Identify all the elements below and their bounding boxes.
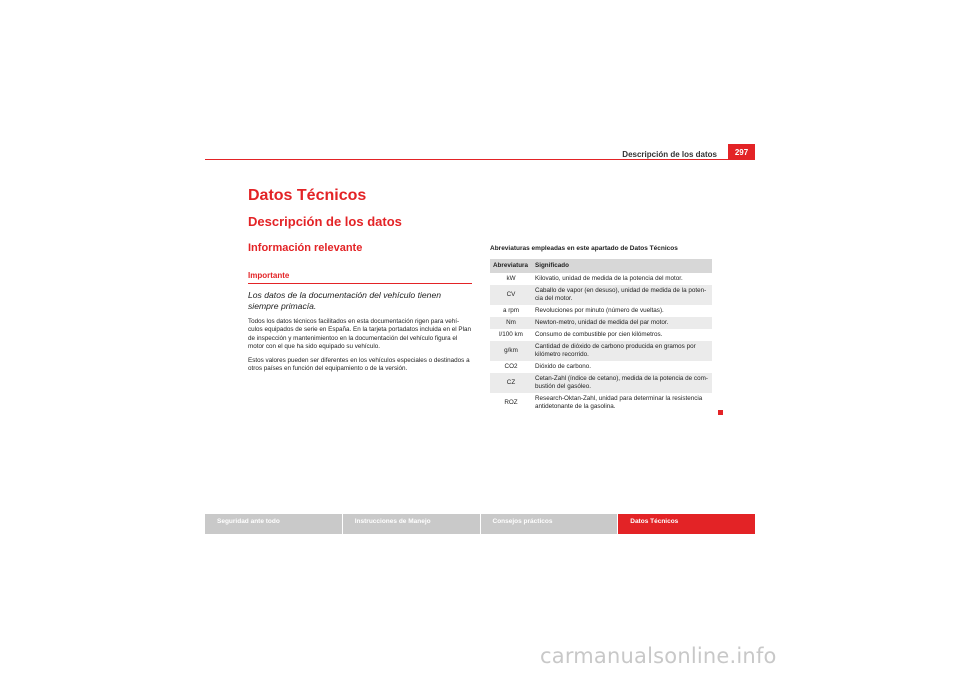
- meaning-cell: Cantidad de dióxido de carbono producida en gramos por kilómetro recorrido.: [532, 341, 712, 361]
- meaning-cell: Caballo de vapor (en desuso), unidad de medida de la poten-cia del motor.: [532, 285, 712, 305]
- meaning-cell: Dióxido de carbono.: [535, 363, 592, 370]
- page-header-title: Descripción de los datos: [622, 150, 717, 159]
- meaning-cell: Revoluciones por minuto (número de vueltas).: [535, 307, 664, 314]
- chapter-title: Datos Técnicos: [248, 187, 367, 204]
- footer-tab-seguridad[interactable]: Seguridad ante todo: [205, 514, 342, 534]
- abbreviation-cell: Nm: [490, 317, 532, 329]
- meaning-cell: Consumo de combustible por cien kilómetros.: [535, 331, 663, 338]
- abbreviation-cell: ROZ: [504, 399, 518, 406]
- meaning-cell: Newton-metro, unidad de medida del par motor.: [532, 317, 712, 329]
- footer-tab-datos-tecnicos[interactable]: Datos Técnicos: [618, 514, 755, 534]
- meaning-cell: Cetan-Zahl (índice de cetano), medida de la potencia de com-bustión del gasóleo.: [532, 373, 712, 393]
- abbreviations-title: Abreviaturas empleadas en este apartado de Datos Técnicos: [490, 245, 678, 252]
- table-row: [490, 341, 712, 361]
- table-row: [490, 373, 712, 393]
- header-divider: [205, 159, 755, 160]
- meaning-cell: Research-Oktan-Zahl, unidad para determinar la resistencia antidetonante de la gasolina.: [535, 395, 703, 410]
- table-header-row: [490, 259, 712, 273]
- page-number-badge: 297: [728, 144, 755, 160]
- abbreviation-cell: a rpm: [502, 307, 520, 314]
- abbreviation-cell: g/km: [490, 341, 532, 361]
- subsection-title: Información relevante: [248, 242, 363, 254]
- watermark: carmanualsonline.info: [540, 644, 777, 668]
- table-row: [490, 317, 712, 329]
- abbreviation-cell: CV: [490, 285, 532, 305]
- body-text: [248, 318, 472, 378]
- table-row: [490, 329, 712, 341]
- section-title: Descripción de los datos: [248, 214, 402, 229]
- abbreviation-cell: kW: [506, 275, 516, 282]
- table-row: [490, 273, 712, 285]
- abbreviations-table: [490, 259, 712, 413]
- table-row: [490, 393, 712, 413]
- table-row: [490, 285, 712, 305]
- body-paragraph: Estos valores pueden ser diferentes en los vehículos especiales o destinados a otros países en función del equipamiento o de la versión.: [248, 356, 470, 373]
- footer-tab-consejos[interactable]: Consejos prácticos: [481, 514, 618, 534]
- column-header-abbreviation: Abreviatura: [490, 259, 532, 273]
- section-end-marker: [718, 410, 723, 415]
- abbreviation-cell: l/100 km: [499, 331, 523, 338]
- abbreviation-cell: CZ: [490, 373, 532, 393]
- table-row: [490, 361, 712, 373]
- meaning-cell: Kilovatio, unidad de medida de la potencia del motor.: [535, 275, 683, 282]
- column-header-meaning: Significado: [532, 259, 712, 273]
- abbreviation-cell: CO2: [504, 363, 518, 370]
- important-text: Los datos de la documentación del vehículo tienen siempre primacía.: [248, 290, 442, 311]
- body-paragraph: Todos los datos técnicos facilitados en esta documentación rigen para vehí-culos equipados de serie en España. En la tarjeta portadatos incluida en el Plan de inspección y mantenimientoo en la documentación del vehículo figura el motor con el que ha sido equipado su vehículo.: [248, 318, 471, 351]
- table-row: [490, 305, 712, 317]
- footer-navigation: [205, 514, 755, 534]
- footer-tab-instrucciones[interactable]: Instrucciones de Manejo: [343, 514, 480, 534]
- important-label: Importante: [248, 271, 472, 284]
- important-note: [248, 271, 472, 312]
